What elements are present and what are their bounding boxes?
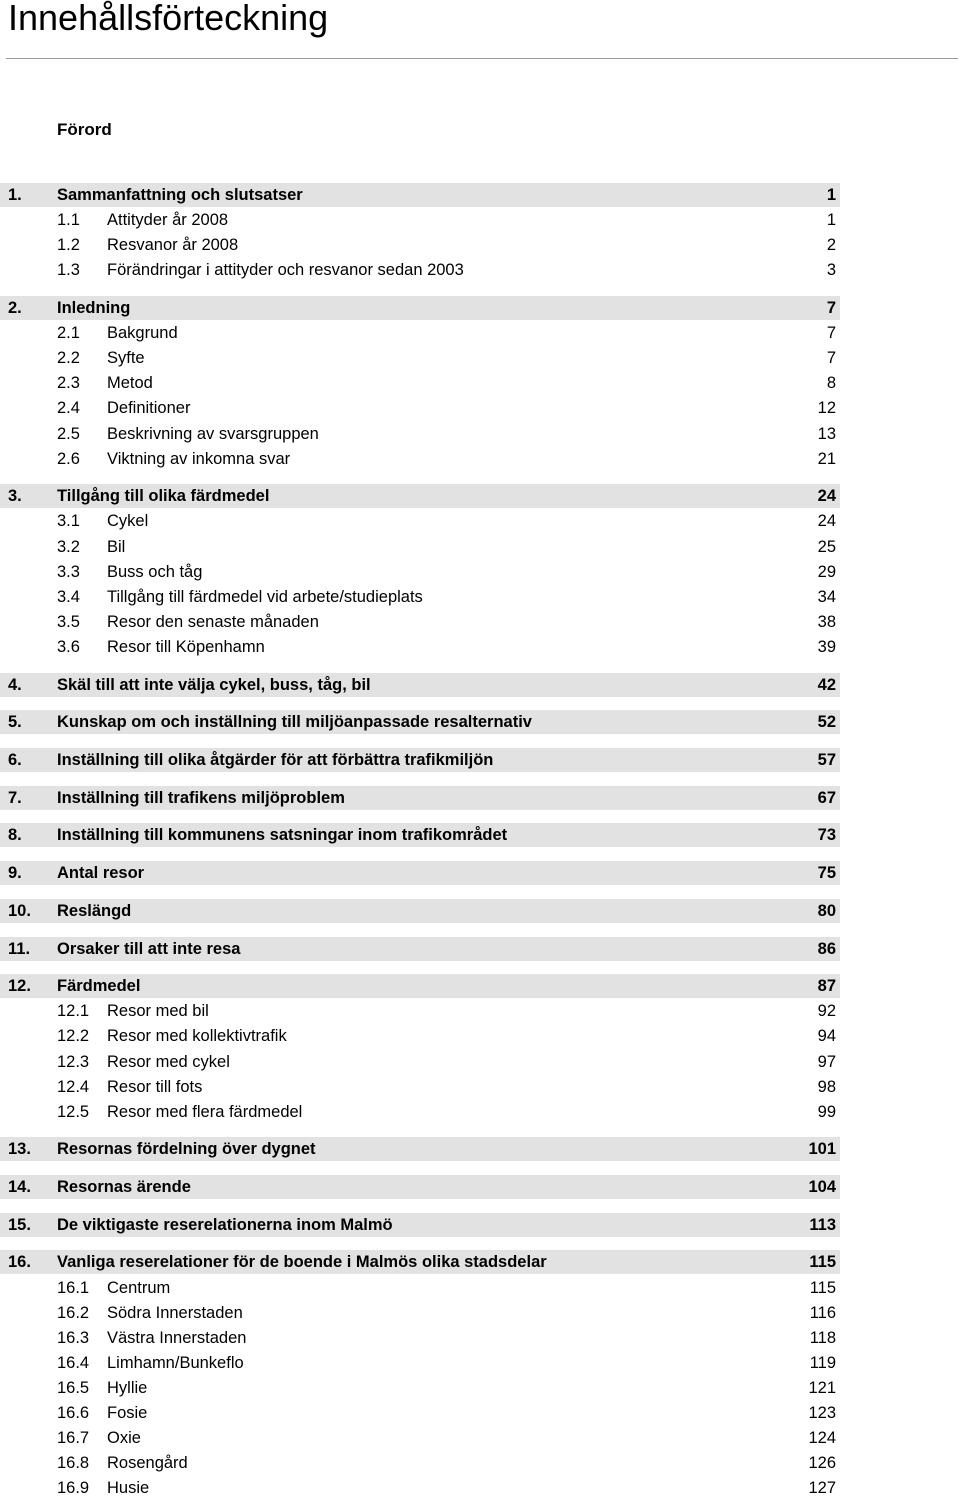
toc-entry-page: 57: [817, 751, 836, 769]
toc-section-row[interactable]: [0, 1326, 840, 1350]
toc-entry-title: Vanliga reserelationer för de boende i Malmös olika stadsdelar: [57, 1253, 547, 1271]
toc-section-row[interactable]: [0, 1426, 840, 1450]
toc-entry-number: 16.4: [57, 1354, 90, 1372]
toc-entry-page: 24: [817, 512, 836, 530]
toc-entry-title: Inledning: [57, 299, 131, 317]
toc-entry-page: 67: [817, 789, 836, 807]
toc-chapter-row[interactable]: [0, 183, 840, 207]
toc-entry-number: 10.: [8, 902, 31, 920]
toc-entry-number: 16.6: [57, 1404, 90, 1422]
toc-entry-page: 52: [817, 713, 836, 731]
toc-entry-title: Inställning till olika åtgärder för att förbättra trafikmiljön: [57, 751, 494, 769]
toc-section-row[interactable]: [0, 371, 840, 395]
toc-chapter-row[interactable]: [0, 937, 840, 961]
toc-entry-number: 12.3: [57, 1053, 90, 1071]
toc-chapter-row[interactable]: [0, 823, 840, 847]
toc-entry-page: 21: [817, 450, 836, 468]
toc-chapter-row[interactable]: [0, 1137, 840, 1161]
toc-entry-title: Orsaker till att inte resa: [57, 940, 241, 958]
toc-section-row[interactable]: [0, 1050, 840, 1074]
toc-entry-number: 2.3: [57, 374, 80, 392]
toc-entry-number: 16.: [8, 1253, 31, 1271]
toc-entry-page: 116: [809, 1304, 836, 1322]
toc-entry-title: Resor med bil: [107, 1002, 209, 1020]
toc-entry-title: Bakgrund: [107, 324, 178, 342]
toc-section-row[interactable]: [0, 1301, 840, 1325]
toc-entry-number: 16.1: [57, 1279, 90, 1297]
toc-entry-page: 42: [817, 676, 836, 694]
toc-entry-title: Resornas fördelning över dygnet: [57, 1140, 316, 1158]
toc-entry-number: 11.: [8, 940, 31, 958]
toc-entry-page: 101: [808, 1140, 836, 1158]
toc-entry-title: Fosie: [107, 1404, 148, 1422]
toc-entry-number: 2.4: [57, 399, 80, 417]
toc-entry-number: 12.: [8, 977, 31, 995]
toc-entry-page: 24: [817, 487, 836, 505]
toc-section-row[interactable]: [0, 233, 840, 257]
toc-entry-page: 12: [817, 399, 836, 417]
toc-entry-title: Cykel: [107, 512, 149, 530]
toc-chapter-row[interactable]: [0, 710, 840, 734]
toc-entry-page: 8: [826, 374, 836, 392]
toc-entry-number: 16.7: [57, 1429, 90, 1447]
toc-chapter-row[interactable]: [0, 484, 840, 508]
toc-entry-title: Antal resor: [57, 864, 145, 882]
page-title: Innehållsförteckning: [8, 0, 329, 38]
toc-entry-title: Inställning till kommunens satsningar inom trafikområdet: [57, 826, 508, 844]
toc-section-row[interactable]: [0, 1451, 840, 1475]
toc-entry-page: 86: [817, 940, 836, 958]
toc-entry-page: 13: [817, 425, 836, 443]
toc-entry-page: 94: [817, 1027, 836, 1045]
toc-entry-title: Resvanor år 2008: [107, 236, 239, 254]
toc-entry-number: 2.: [8, 299, 22, 317]
toc-entry-number: 3.3: [57, 563, 80, 581]
toc-entry-number: 1.2: [57, 236, 80, 254]
toc-entry-title: Resor med kollektivtrafik: [107, 1027, 287, 1045]
toc-chapter-row[interactable]: [0, 1213, 840, 1237]
toc-entry-number: 15.: [8, 1216, 31, 1234]
toc-entry-page: 7: [826, 349, 836, 367]
toc-entry-page: 75: [817, 864, 836, 882]
toc-section-row[interactable]: [0, 999, 840, 1023]
toc-entry-page: 87: [817, 977, 836, 995]
toc-section-row[interactable]: [0, 585, 840, 609]
toc-entry-number: 2.5: [57, 425, 80, 443]
toc-entry-title: Buss och tåg: [107, 563, 203, 581]
toc-entry-title: Södra Innerstaden: [107, 1304, 243, 1322]
toc-entry-page: 115: [809, 1253, 836, 1271]
toc-entry-number: 9.: [8, 864, 22, 882]
toc-entry-title: Skäl till att inte välja cykel, buss, tåg, bil: [57, 676, 371, 694]
toc-entry-page: 121: [808, 1379, 836, 1397]
toc-entry-page: 1: [826, 211, 836, 229]
toc-entry-page: 97: [817, 1053, 836, 1071]
toc-entry-title: Resor den senaste månaden: [107, 613, 319, 631]
toc-entry-title: Hyllie: [107, 1379, 148, 1397]
toc-entry-number: 3.5: [57, 613, 80, 631]
toc-section-row[interactable]: [0, 1276, 840, 1300]
toc-chapter-row[interactable]: [0, 899, 840, 923]
toc-entry-number: 14.: [8, 1178, 31, 1196]
toc-entry-title: Resor med cykel: [107, 1053, 230, 1071]
toc-entry-title: Viktning av inkomna svar: [107, 450, 291, 468]
toc-section-row[interactable]: [0, 321, 840, 345]
toc-entry-number: 16.2: [57, 1304, 90, 1322]
toc-entry-number: 12.4: [57, 1078, 90, 1096]
toc-entry-title: Bil: [107, 538, 126, 556]
toc-entry-number: 4.: [8, 676, 22, 694]
toc-section-row[interactable]: [0, 208, 840, 232]
toc-entry-title: Rosengård: [107, 1454, 188, 1472]
toc-entry-page: 104: [808, 1178, 836, 1196]
toc-entry-page: 118: [809, 1329, 836, 1347]
toc-entry-page: 38: [817, 613, 836, 631]
toc-chapter-row[interactable]: [0, 861, 840, 885]
toc-entry-title: Tillgång till olika färdmedel: [57, 487, 270, 505]
toc-entry-title: Attityder år 2008: [107, 211, 229, 229]
toc-entry-title: Syfte: [107, 349, 145, 367]
toc-entry-number: 8.: [8, 826, 22, 844]
toc-entry-title: Resor till Köpenhamn: [107, 638, 265, 656]
toc-entry-number: 16.8: [57, 1454, 90, 1472]
toc-section-row[interactable]: [0, 1351, 840, 1375]
toc-section-row[interactable]: [0, 346, 840, 370]
toc-entry-title: Resornas ärende: [57, 1178, 191, 1196]
toc-entry-page: 7: [826, 299, 836, 317]
toc-entry-page: 124: [808, 1429, 836, 1447]
toc-entry-number: 7.: [8, 789, 22, 807]
toc-entry-title: Husie: [107, 1479, 150, 1497]
toc-section-row[interactable]: [0, 1476, 840, 1500]
toc-entry-number: 12.2: [57, 1027, 90, 1045]
toc-section-row[interactable]: [0, 258, 840, 282]
toc-entry-page: 1: [826, 186, 836, 204]
toc-entry-number: 3.4: [57, 588, 80, 606]
toc-entry-number: 1.3: [57, 261, 80, 279]
toc-entry-number: 16.9: [57, 1479, 90, 1497]
toc-entry-page: 92: [817, 1002, 836, 1020]
foreword-entry[interactable]: Förord: [57, 120, 112, 139]
toc-entry-page: 3: [826, 261, 836, 279]
toc-entry-number: 16.3: [57, 1329, 90, 1347]
toc-entry-title: Resor till fots: [107, 1078, 203, 1096]
toc-entry-number: 6.: [8, 751, 22, 769]
toc-entry-number: 13.: [8, 1140, 31, 1158]
toc-entry-title: Centrum: [107, 1279, 171, 1297]
toc-chapter-row[interactable]: [0, 673, 840, 697]
toc-entry-title: Resor med flera färdmedel: [107, 1103, 303, 1121]
toc-entry-page: 39: [817, 638, 836, 656]
toc-entry-title: Reslängd: [57, 902, 132, 920]
toc-entry-number: 12.1: [57, 1002, 90, 1020]
toc-entry-number: 1.: [8, 186, 22, 204]
toc-section-row[interactable]: [0, 610, 840, 634]
toc-entry-number: 12.5: [57, 1103, 90, 1121]
toc-section-row[interactable]: [0, 396, 840, 420]
toc-entry-page: 98: [817, 1078, 836, 1096]
toc-chapter-row[interactable]: [0, 974, 840, 998]
toc-entry-page: 123: [808, 1404, 836, 1422]
toc-entry-number: 2.6: [57, 450, 80, 468]
toc-entry-title: De viktigaste reserelationerna inom Malmö: [57, 1216, 393, 1234]
toc-section-row[interactable]: [0, 1100, 840, 1124]
toc-entry-title: Kunskap om och inställning till miljöanpassade resalternativ: [57, 713, 532, 731]
toc-entry-title: Förändringar i attityder och resvanor sedan 2003: [107, 261, 464, 279]
toc-section-row[interactable]: [0, 422, 840, 446]
toc-section-row[interactable]: [0, 535, 840, 559]
toc-entry-number: 3.6: [57, 638, 80, 656]
toc-entry-number: 3.: [8, 487, 22, 505]
toc-entry-page: 2: [826, 236, 836, 254]
toc-entry-page: 113: [809, 1216, 836, 1234]
toc-entry-page: 119: [809, 1354, 836, 1372]
toc-chapter-row[interactable]: [0, 748, 840, 772]
toc-section-row[interactable]: [0, 1075, 840, 1099]
toc-entry-number: 5.: [8, 713, 22, 731]
toc-entry-page: 29: [817, 563, 836, 581]
toc-entry-number: 2.1: [57, 324, 80, 342]
toc-entry-title: Västra Innerstaden: [107, 1329, 247, 1347]
toc-section-row[interactable]: [0, 447, 840, 471]
toc-entry-title: Limhamn/Bunkeflo: [107, 1354, 244, 1372]
toc-entry-number: 1.1: [57, 211, 80, 229]
toc-entry-number: 2.2: [57, 349, 80, 367]
toc-entry-number: 3.2: [57, 538, 80, 556]
toc-entry-page: 7: [826, 324, 836, 342]
toc-entry-page: 127: [808, 1479, 836, 1497]
toc-entry-title: Oxie: [107, 1429, 141, 1447]
toc-entry-number: 3.1: [57, 512, 80, 530]
toc-entry-title: Inställning till trafikens miljöproblem: [57, 789, 345, 807]
toc-chapter-row[interactable]: [0, 1250, 840, 1274]
toc-entry-title: Definitioner: [107, 399, 191, 417]
toc-entry-title: Beskrivning av svarsgruppen: [107, 425, 319, 443]
toc-section-row[interactable]: [0, 1401, 840, 1425]
toc-chapter-row[interactable]: [0, 296, 840, 320]
toc-section-row[interactable]: [0, 509, 840, 533]
toc-entry-page: 80: [817, 902, 836, 920]
toc-chapter-row[interactable]: [0, 786, 840, 810]
toc-chapter-row[interactable]: [0, 1175, 840, 1199]
toc-entry-page: 73: [817, 826, 836, 844]
toc-entry-number: 16.5: [57, 1379, 90, 1397]
toc-entry-page: 126: [808, 1454, 836, 1472]
toc-entry-title: Sammanfattning och slutsatser: [57, 186, 303, 204]
toc-entry-page: 99: [817, 1103, 836, 1121]
toc-entry-page: 25: [817, 538, 836, 556]
toc-section-row[interactable]: [0, 1024, 840, 1048]
toc-section-row[interactable]: [0, 560, 840, 584]
toc-entry-title: Färdmedel: [57, 977, 141, 995]
toc-section-row[interactable]: [0, 635, 840, 659]
toc-entry-page: 115: [809, 1279, 836, 1297]
toc-entry-title: Metod: [107, 374, 153, 392]
toc-entry-title: Tillgång till färdmedel vid arbete/studieplats: [107, 588, 423, 606]
toc-entry-page: 34: [817, 588, 836, 606]
toc-section-row[interactable]: [0, 1376, 840, 1400]
